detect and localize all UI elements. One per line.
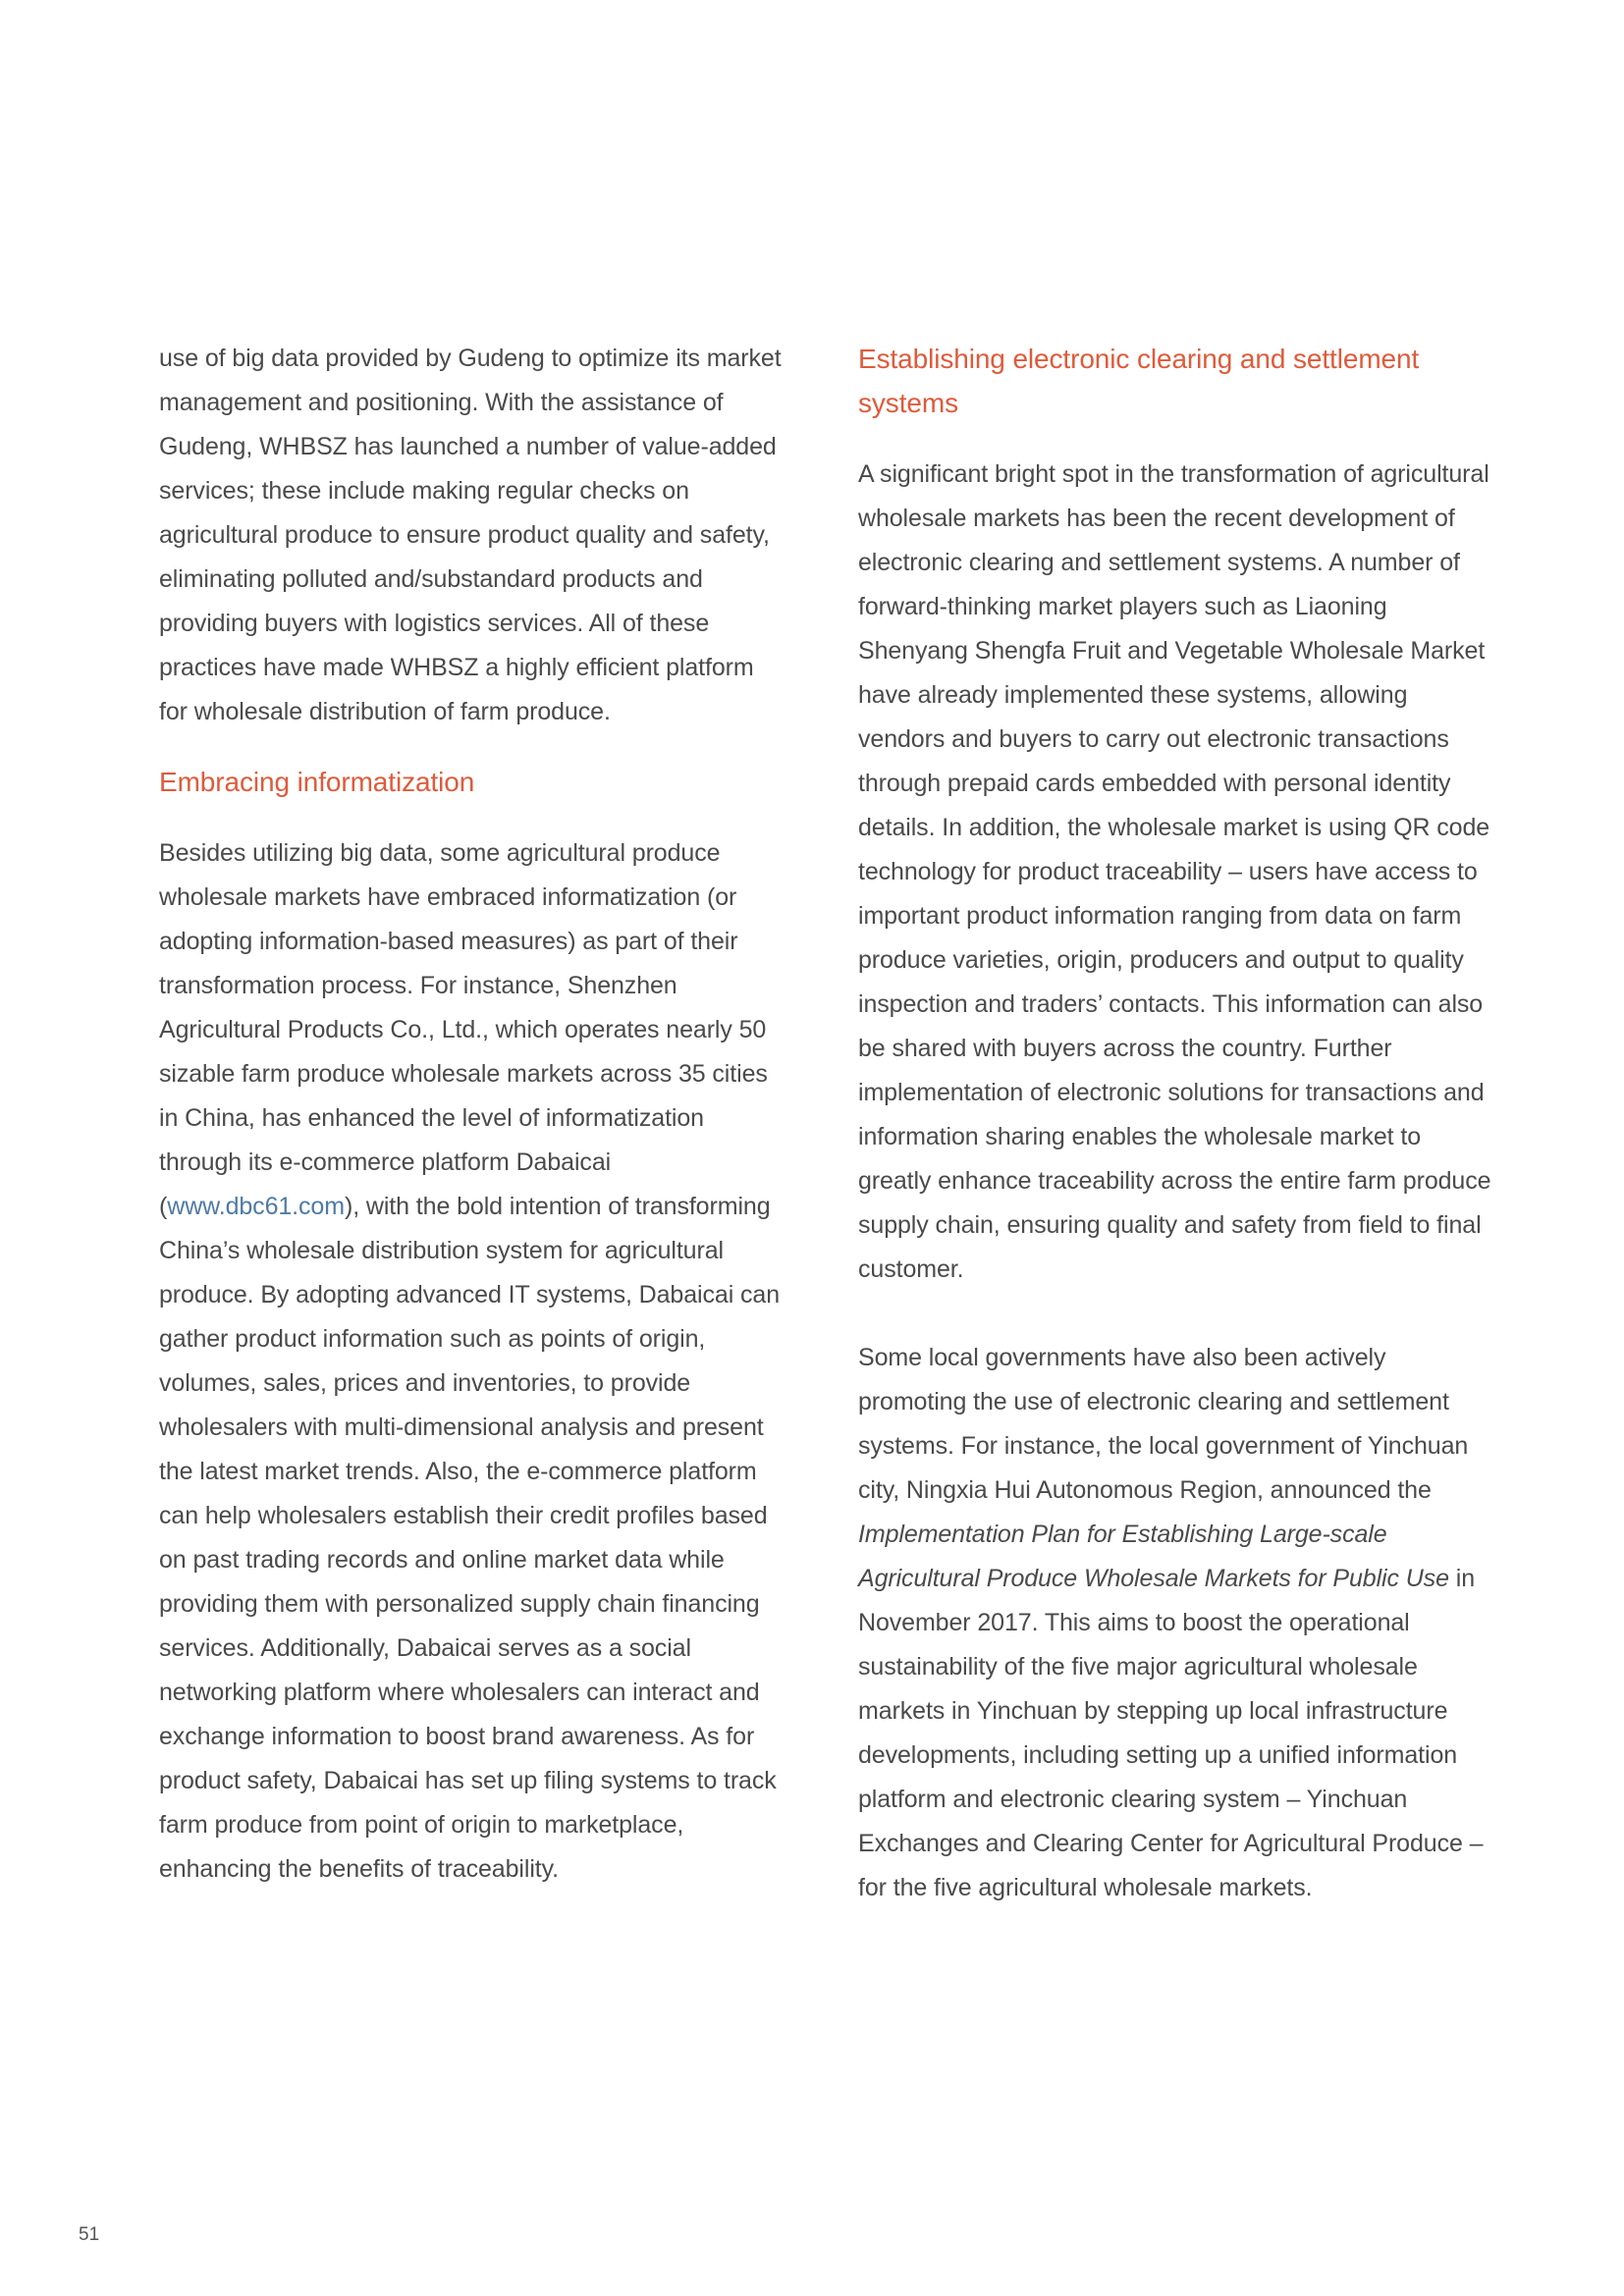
right-column xyxy=(858,337,1496,1910)
heading-embracing-informatization: Embracing informatization xyxy=(159,767,475,797)
left-paragraph-2-part-1: Besides utilizing big data, some agricultural produce wholesale markets have embraced informatization (or adopting information-based measures) as part of their transformation process. For instance, Shenzhen Agricultural Products Co., Ltd., which operates nearly 50 sizable farm produce wholesale markets across 35 cities in China, has enhanced the level of informatization through its e-commerce platform Dabaicai ( xyxy=(159,839,768,1220)
right-paragraph-2-part-1: Some local governments have also been actively promoting the use of electronic clearing and settlement systems. For instance, the local government of Yinchuan city, Ningxia Hui Autonomous Region, announced the xyxy=(858,1344,1469,1504)
implementation-plan-title: Implementation Plan for Establishing Large-scale Agricultural Produce Wholesale Markets for Public Use xyxy=(858,1521,1449,1592)
left-paragraph-1: use of big data provided by Gudeng to optimize its market management and positioning. With the assistance of Gudeng, WHBSZ has launched a number of value-added services; these include making regular checks on agricultural produce to ensure product quality and safety, eliminating polluted and/substandard products and providing buyers with logistics services. All of these practices have made WHBSZ a highly efficient platform for wholesale distribution of farm produce. xyxy=(159,345,782,725)
left-paragraph-2-part-2: ), with the bold intention of transforming China’s wholesale distribution system for agricultural produce. By adopting advanced IT systems, Dabaicai can gather product information such as points of origin, volumes, sales, prices and inventories, to provide wholesalers with multi-dimensional analysis and present the latest market trends. Also, the e-commerce platform can help wholesalers establish their credit profiles based on past trading records and online market data while providing them with personalized supply chain financing services. Additionally, Dabaicai serves as a social networking platform where wholesalers can interact and exchange information to boost brand awareness. As for product safety, Dabaicai has set up filing systems to track farm produce from point of origin to marketplace, enhancing the benefits of traceability. xyxy=(159,1193,781,1883)
dabaicai-link[interactable]: www.dbc61.com xyxy=(167,1193,345,1220)
heading-electronic-clearing: Establishing electronic clearing and settlement systems xyxy=(858,344,1420,418)
right-paragraph-1: A significant bright spot in the transformation of agricultural wholesale markets has been the recent development of electronic clearing and settlement systems. A number of forward-thinking market players such as Liaoning Shenyang Shengfa Fruit and Vegetable Wholesale Market have already implemented these systems, allowing vendors and buyers to carry out electronic transactions through prepaid cards embedded with personal identity details. In addition, the wholesale market is using QR code technology for product traceability – users have access to important product information ranging from data on farm produce varieties, origin, producers and output to quality inspection and traders’ contacts. This information can also be shared with buyers across the country. Further implementation of electronic solutions for transactions and information sharing enables the wholesale market to greatly enhance traceability across the entire farm produce supply chain, ensuring quality and safety from field to final customer. xyxy=(858,460,1491,1283)
left-column xyxy=(159,337,787,1892)
page-number: 51 xyxy=(79,2224,100,2245)
right-paragraph-2 xyxy=(858,1336,1496,1910)
left-paragraph-2 xyxy=(159,831,787,1892)
right-paragraph-2-part-2: in November 2017. This aims to boost the operational sustainability of the five major agricultural wholesale markets in Yinchuan by stepping up local infrastructure developments, including setting up a unified information platform and electronic clearing system – Yinchuan Exchanges and Clearing Center for Agricultural Produce – for the five agricultural wholesale markets. xyxy=(858,1565,1484,1901)
